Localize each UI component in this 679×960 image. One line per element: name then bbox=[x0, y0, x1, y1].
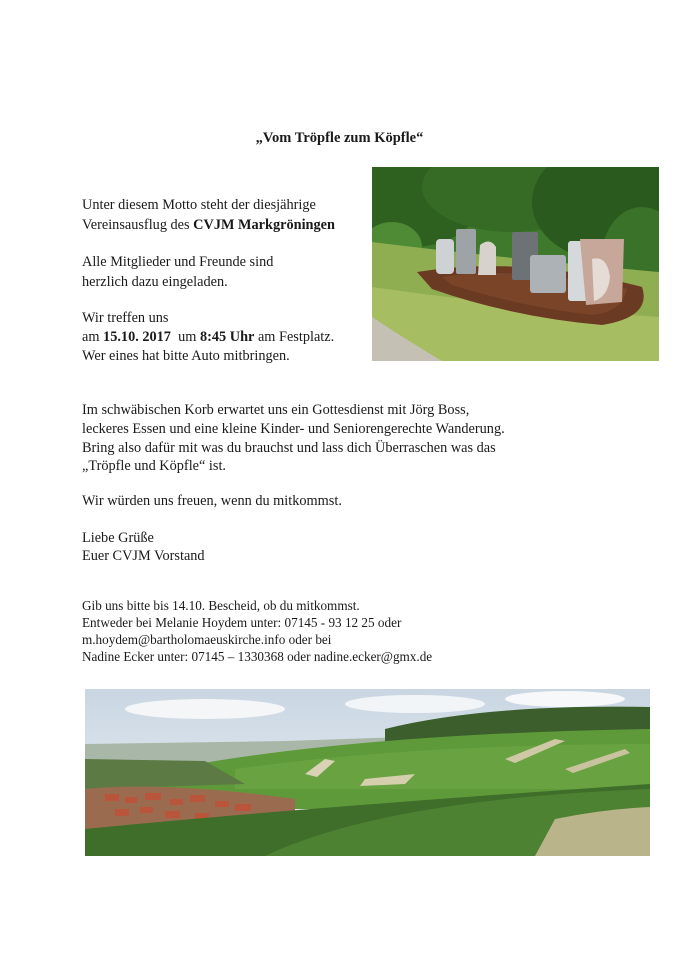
program-line-2: leckeres Essen und eine kleine Kinder- und Seniorengerechte Wanderung. bbox=[82, 421, 505, 437]
meet-line-3: Wer eines hat bitte Auto mitbringen. bbox=[82, 348, 290, 364]
contact-line-1: Gib uns bitte bis 14.10. Bescheid, ob du mitkommst. bbox=[82, 598, 360, 613]
invite-line-2: herzlich dazu eingeladen. bbox=[82, 274, 228, 290]
meet-date: 15.10. 2017 bbox=[103, 329, 171, 345]
contact-email-1[interactable]: m.hoydem@bartholomaeuskirche.info oder bei bbox=[82, 632, 332, 647]
program-line-4: „Tröpfle und Köpfle“ ist. bbox=[82, 458, 227, 474]
contact-line-4[interactable]: Nadine Ecker unter: 07145 – 1330368 oder nadine.ecker@gmx.de bbox=[82, 649, 433, 664]
intro-line-1: Unter diesem Motto steht der diesjährige bbox=[82, 197, 316, 213]
contact-line-2: Entweder bei Melanie Hoydem unter: 07145 - 93 12 25 oder bbox=[82, 615, 402, 630]
sculpture-photo bbox=[372, 167, 659, 361]
invite-line-1: Alle Mitglieder und Freunde sind bbox=[82, 254, 274, 270]
program-line-3: Bring also dafür mit was du brauchst und lass dich Überraschen was das bbox=[82, 440, 496, 456]
club-name: CVJM Markgröningen bbox=[193, 217, 335, 233]
flyer-title: „Vom Tröpfle zum Köpfle“ bbox=[255, 130, 424, 146]
meet-time: 8:45 Uhr bbox=[199, 329, 255, 345]
intro-line-2: Vereinsausflug des CVJM Markgröningen bbox=[82, 217, 335, 233]
program-line-1: Im schwäbischen Korb erwartet uns ein Gottesdienst mit Jörg Boss, bbox=[82, 402, 470, 418]
vineyard-photo-drawing bbox=[85, 689, 650, 856]
meet-line-2: am 15.10. 2017 um 8:45 Uhr am Festplatz. bbox=[82, 329, 335, 345]
vineyard-photo bbox=[85, 689, 650, 856]
greeting-line-1: Liebe Grüße bbox=[82, 530, 154, 546]
sculpture-photo-drawing bbox=[372, 167, 659, 361]
greeting-line-2: Euer CVJM Vorstand bbox=[82, 548, 205, 564]
meet-line-1: Wir treffen uns bbox=[82, 310, 169, 326]
joy-line: Wir würden uns freuen, wenn du mitkommst. bbox=[82, 493, 342, 509]
